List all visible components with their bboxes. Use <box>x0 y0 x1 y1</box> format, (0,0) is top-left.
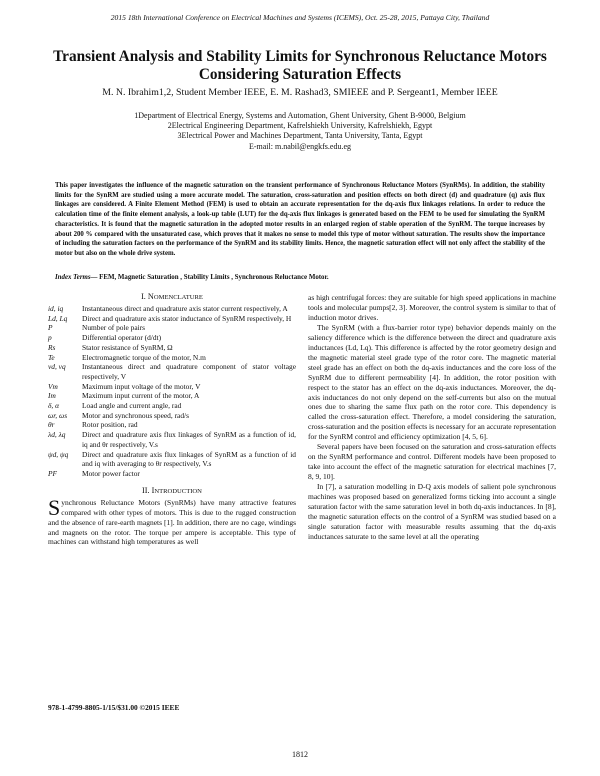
author-email: E-mail: m.nabil@engkfs.edu.eg <box>248 141 351 151</box>
paper-title: Transient Analysis and Stability Limits for Synchronous Reluctance Motors Considering Saturation Effects <box>53 48 547 83</box>
right-paragraph-2: The SynRM (with a flux-barrier rotor type) behavior depends mainly on the saliency difference which is the difference between the direct and quadrature axis inductances (Ld, Lq). This difference is affected by the rotor geometry design and the magnetic material steel grade type of the rotor core. The magnetic material steel grade has an effect on both the dq-axis inductances and the core loss of the SynRM due to different permeability [4]. In addition, the rotor position with respect to the stator has an effect on the dq-axis inductances. Moreover, the dq-axis inductances do not only depend on the self-currents but also on the mutual ones due to sharing the same flux path on the rotor core. This dependency is called the cross-saturation effect. Therefore, a model considering the saturation, cross-saturation and the position effects is necessary for an accurate representation for the SynRM control and efficiency optimization [4, 5, 6]. <box>308 322 556 442</box>
nomenclature-row: Im Maximum input current of the motor, A <box>48 391 200 401</box>
right-paragraph-3: Several papers have been focused on the saturation and cross-saturation effects on the SynRM performance and control. Different models have been proposed to take into account the effect of the magnetic saturation for electrical machines [7, 8, 9, 10]. <box>308 442 556 482</box>
nomenclature-heading: I. NOMENCLATURE <box>141 292 203 301</box>
nomenclature-row: p Differential operator (d/dt) <box>48 333 162 343</box>
index-terms <box>55 274 545 281</box>
nomenclature-row: PF Motor power factor <box>48 468 140 478</box>
nomenclature-row: Vm Maximum input voltage of the motor, V <box>48 381 201 391</box>
affiliation-1: 1Department of Electrical Energy, Systems and Automation, Ghent University, Ghent B-9000, Belgium <box>134 111 466 120</box>
nomenclature-row: δ, α Load angle and current angle, rad <box>48 401 182 411</box>
affiliation-3: 3Electrical Power and Machines Department, Tanta University, Tanta, Egypt <box>177 131 423 141</box>
right-column <box>308 293 556 542</box>
authors-line: M. N. Ibrahim1,2, Student Member IEEE, E. M. Rashad3, SMIEEE and P. Sergeant1, Member IEEE <box>102 87 498 98</box>
nomenclature-row: Te Electromagnetic torque of the motor, N.m <box>48 352 206 362</box>
nomenclature-row: Rs Stator resistance of SynRM, Ω <box>48 342 173 352</box>
nomenclature-row: P Number of pole pairs <box>48 323 146 333</box>
copyright-line: 978-1-4799-8805-1/15/$31.00 ©2015 IEEE <box>48 703 180 712</box>
right-paragraph-1: as high centrifugal forces: they are suitable for high speed applications in machine tools and molecular pumps[2, 3]. Moreover, the control system is similar to that of induction motor drives. <box>308 293 556 322</box>
nomenclature-table <box>48 304 296 479</box>
page-number: 1812 <box>292 750 308 759</box>
left-column <box>48 292 296 547</box>
introduction-heading: II. INTRODUCTION <box>142 485 202 495</box>
index-terms-label: Index Terms <box>55 274 91 281</box>
abstract: This paper investigates the influence of the magnetic saturation on the transient performance of Synchronous Reluctance Motors (SynRMs). In addition, the stability limits for the SynRM are studied using a more accurate model. The saturation, cross-saturation and position effects on both direct (d) and quadrature (q) axis flux linkages are considered. A Finite Element Method (FEM) is used to obtain an accurate representation for the dq-axis flux linkages relations. In order to reduce the calculation time of the finite element analysis, a look-up table (LUT) for the dq-axis flux linkages is generated based on the FEM to be used for simulating the SynRM characteristics. It is found that the magnetic saturation in the adopted motor results in an enlarged region of stable operation of the SynRM. The torque increases by about 200 % compared with the unsaturated case, which proves that it makes no sense to model this type of motor without saturation. The results show the importance of including the saturation factors on the performance of the SynRM and its stability limits. Hence, the magnetic saturation effect will not only affect the stability of the motor but also on the whole drive system. <box>55 182 545 257</box>
conference-header: 2015 18th International Conference on Electrical Machines and Systems (ICEMS), Oct. 25-28, 2015, Pattaya City, Thailand <box>110 13 490 22</box>
affiliation-2: 2Electrical Engineering Department, Kafrelshiekh University, Kafrelshiekh, Egypt <box>167 121 433 131</box>
intro-paragraph-1: Synchronous Reluctance Motors (SynRMs) have many attractive features compared with other types of motors. This is due to the rugged construction and the absence of rare-earth magnets [1]. In addition, there are no cage, windings and magnets on the rotor. The torque per ampere is acceptable. This type of machines can withstand high temperatures as well <box>48 494 296 547</box>
right-paragraph-4: In [7], a saturation modelling in D-Q axis models of salient pole synchronous machines was proposed based on generalized forms ticking into account a single saturation factor with the same saturation level in both dq-axis inductances. In [8], the magnetic saturation effects on the control of a SynRM was studied based on a single saturation factor with measurable results assuming that the dq-axis inductances saturate to the same level at all the operating <box>308 482 556 541</box>
nomenclature-row: Ld, Lq Direct and quadrature axis stator inductance of SynRM respectively, H <box>48 313 292 323</box>
nomenclature-row: ωr, ωs Motor and synchronous speed, rad/s <box>48 410 189 420</box>
nomenclature-row: λd, λq Direct and quadrature axis flux linkages of SynRM as a function of id, iq and θr respectively, V.s <box>48 430 296 449</box>
affiliations <box>30 111 570 152</box>
nomenclature-row: id, iq Instantaneous direct and quadrature axis stator current respectively, A <box>48 304 288 313</box>
drop-cap: S <box>48 494 61 520</box>
nomenclature-row: ψd, ψq Direct and quadrature axis flux linkages of SynRM as a function of id and iq with averaging to θr respectively, V.s <box>48 449 296 469</box>
index-terms-text: — FEM, Magnetic Saturation , Stability Limits , Synchronous Reluctance Motor. <box>90 274 329 281</box>
nomenclature-row: vd, vq Instantaneous direct and quadrature component of stator voltage respectively, V <box>48 362 296 381</box>
nomenclature-row: θr Rotor position, rad <box>48 420 138 430</box>
